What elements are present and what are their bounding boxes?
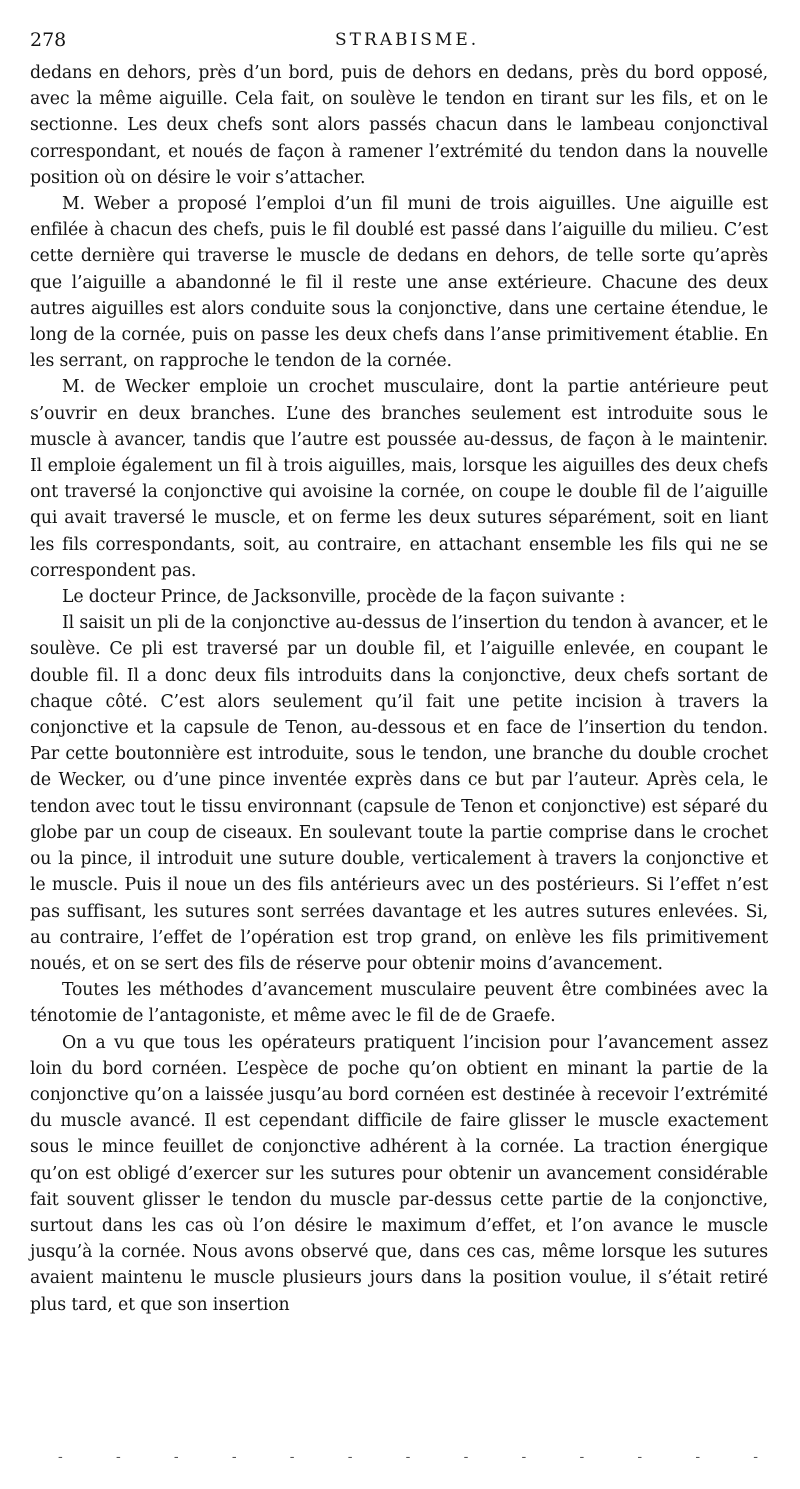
- paragraph-prince-method: Il saisit un pli de la conjonctive au-dessus de l’insertion du tendon à avancer, et le soulève. Ce pli est traversé par un double fil, et l’aiguille enlevée, en coupant le double fil. Il a donc deux fils introduits dans la conjonctive, deux chefs sortant de chaque côté. C’est alors seulement qu’il fait une petite incision à travers la conjonctive et la capsule de Tenon, au-dessous et en face de l’insertion du tendon. Par cette boutonnière est introduite, sous le tendon, une branche du double crochet de Wecker, ou d’une pince inventée exprès dans ce but par l’auteur. Après cela, le tendon avec tout le tissu environnant (capsule de Tenon et conjonctive) est séparé du globe par un coup de ciseaux. En soulevant toute la partie comprise dans le crochet ou la pince, il introduit une suture double, verticalement à travers la conjonctive et le muscle. Puis il noue un des fils antérieurs avec un des postérieurs. Si l’effet n’est pas suffisant, les sutures sont serrées davantage et les autres sutures enlevées. Si, au contraire, l’effet de l’opération est trop grand, on enlève les fils primitivement noués, et on se sert des fils de réserve pour obtenir moins d’avancement.: [30, 613, 768, 974]
- dash-mark: -: [753, 1449, 758, 1465]
- page: [30, 20, 768, 1318]
- body-text: [30, 60, 768, 1318]
- dash-mark: -: [289, 1449, 295, 1465]
- dash-mark: -: [637, 1449, 643, 1465]
- dash-mark: -: [58, 1449, 63, 1465]
- page-number: 278: [30, 29, 67, 51]
- paragraph-wecker: M. de Wecker emploie un crochet musculaire, dont la partie antérieure peut s’ouvrir en deux branches. L’une des branches seulement est introduite sous le muscle à avancer, tandis que l’autre est poussée au-dessus, de façon à le maintenir. Il emploie également un fil à trois aiguilles, mais, lorsque les aiguilles des deux chefs ont traversé la conjonctive qui avoisine la cornée, on coupe le double fil de l’aiguille qui avait traversé le muscle, et on ferme les deux sutures séparément, soit en liant les fils correspondants, soit, au contraire, en attachant ensemble les fils qui ne se correspondent pas.: [30, 377, 768, 581]
- dash-mark: -: [405, 1449, 411, 1465]
- paragraph-observation: On a vu que tous les opérateurs pratiquent l’incision pour l’avancement assez loin du bord cornéen. L’espèce de poche qu’on obtient en minant la partie de la conjonctive qu’on a laissée jusqu’au bord cornéen est destinée à recevoir l’extrémité du muscle avancé. Il est cependant difficile de faire glisser le muscle exactement sous le mince feuillet de conjonctive adhérent à la cornée. La traction énergique qu’on est obligé d’exercer sur les sutures pour obtenir un avancement considérable fait souvent glisser le tendon du muscle par-dessus cette partie de la conjonctive, surtout dans les cas où l’on désire le maximum d’effet, et l’on avance le muscle jusqu’à la cornée. Nous avons observé que, dans ces cas, même lorsque les sutures avaient maintenu le muscle plusieurs jours dans la position voulue, il s’était retiré plus tard, et que son insertion: [30, 1032, 768, 1315]
- dash-mark: -: [347, 1449, 353, 1465]
- paragraph-prince-intro: Le docteur Prince, de Jacksonville, procède de la façon suivante :: [62, 587, 626, 608]
- page-header: [30, 20, 768, 60]
- dash-mark: -: [521, 1449, 527, 1465]
- dash-mark: -: [579, 1449, 585, 1465]
- paragraph-combination: Toutes les méthodes d’avancement musculaire peuvent être combinées avec la ténotomie de l’antagoniste, et même avec le fil de de Graefe.: [30, 980, 768, 1027]
- paragraph-weber: M. Weber a proposé l’emploi d’un fil muni de trois aiguilles. Une aiguille est enfilée à chacun des chefs, puis le fil doublé est passé dans l’aiguille du milieu. C’est cette dernière qui traverse le muscle de dedans en dehors, de telle sorte qu’après que l’aiguille a abandonné le fil il reste une anse extérieure. Chacune des deux autres aiguilles est alors conduite sous la conjonctive, dans une certaine étendue, le long de la cornée, puis on passe les deux chefs dans l’anse primitivement établie. En les serrant, on rapproche le tendon de la cornée.: [30, 194, 768, 372]
- dash-mark: -: [173, 1449, 179, 1465]
- running-title: STRABISME.: [335, 30, 480, 50]
- dash-mark: -: [463, 1449, 469, 1465]
- paragraph-continued: dedans en dehors, près d’un bord, puis de dehors en dedans, près du bord opposé, avec la même aiguille. Cela fait, on soulève le tendon en tirant sur les fils, et on le sectionne. Les deux chefs sont alors passés chacun dans le lambeau conjonctival correspondant, et noués de façon à ramener l’extrémité du tendon dans la nouvelle position où on désire le voir s’attacher.: [30, 63, 768, 188]
- dash-mark: -: [231, 1449, 237, 1465]
- dash-mark: -: [695, 1449, 701, 1465]
- footer-dash-marks: [58, 1449, 758, 1465]
- dash-mark: -: [115, 1449, 121, 1465]
